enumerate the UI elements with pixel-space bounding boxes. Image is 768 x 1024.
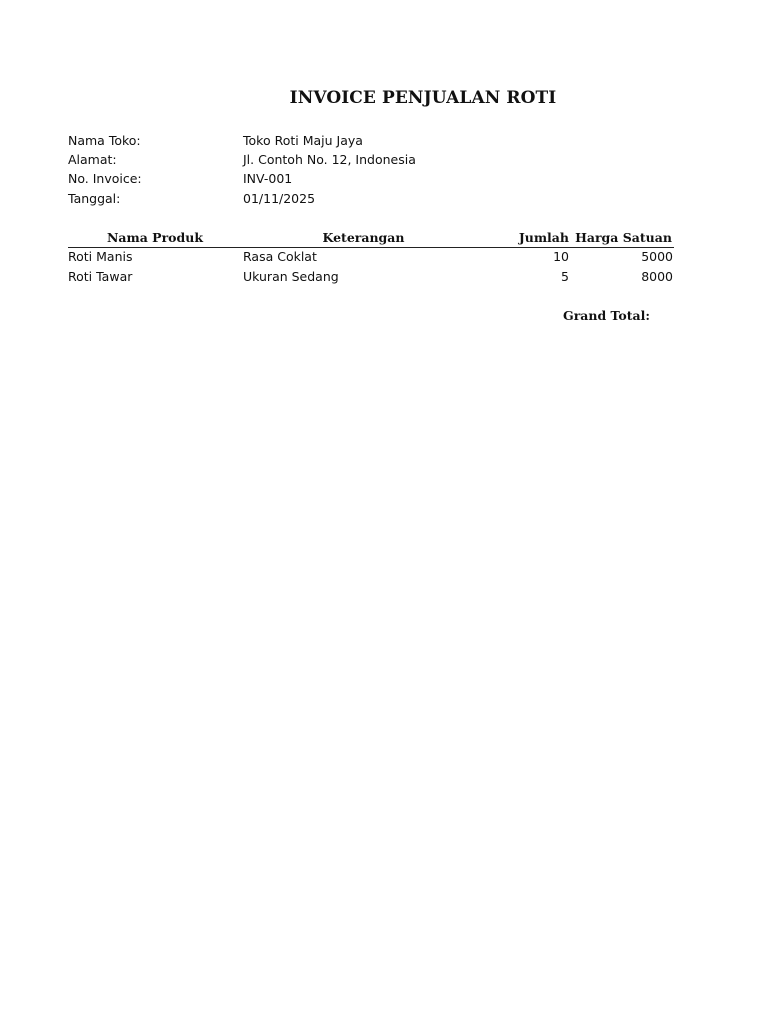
info-label: Tanggal:: [68, 191, 121, 206]
info-label: Alamat:: [68, 152, 117, 167]
column-header-product: Nama Produk: [106, 230, 203, 245]
cell-description: Rasa Coklat: [243, 249, 317, 264]
info-label: Nama Toko:: [68, 133, 141, 148]
cell-quantity: 5: [561, 269, 569, 284]
invoice-title: INVOICE PENJUALAN ROTI: [289, 88, 557, 108]
table-row: [68, 267, 674, 286]
grand-total-label: Grand Total:: [563, 308, 650, 323]
info-value: Toko Roti Maju Jaya: [243, 133, 363, 148]
cell-description: Ukuran Sedang: [243, 269, 339, 284]
info-value: 01/11/2025: [243, 191, 316, 206]
cell-product: Roti Tawar: [68, 269, 133, 284]
info-value: INV-001: [243, 171, 293, 186]
info-value: Jl. Contoh No. 12, Indonesia: [243, 152, 416, 167]
column-header-description: Keterangan: [322, 230, 405, 245]
column-header-unit-price: Harga Satuan: [575, 230, 672, 245]
info-label: No. Invoice:: [68, 171, 142, 186]
cell-quantity: 10: [553, 249, 569, 264]
column-header-quantity: Jumlah: [518, 230, 569, 245]
table-header: [68, 229, 674, 248]
cell-unit-price: 8000: [641, 269, 673, 284]
cell-unit-price: 5000: [641, 249, 673, 264]
table-row: [68, 247, 674, 266]
cell-product: Roti Manis: [68, 249, 133, 264]
